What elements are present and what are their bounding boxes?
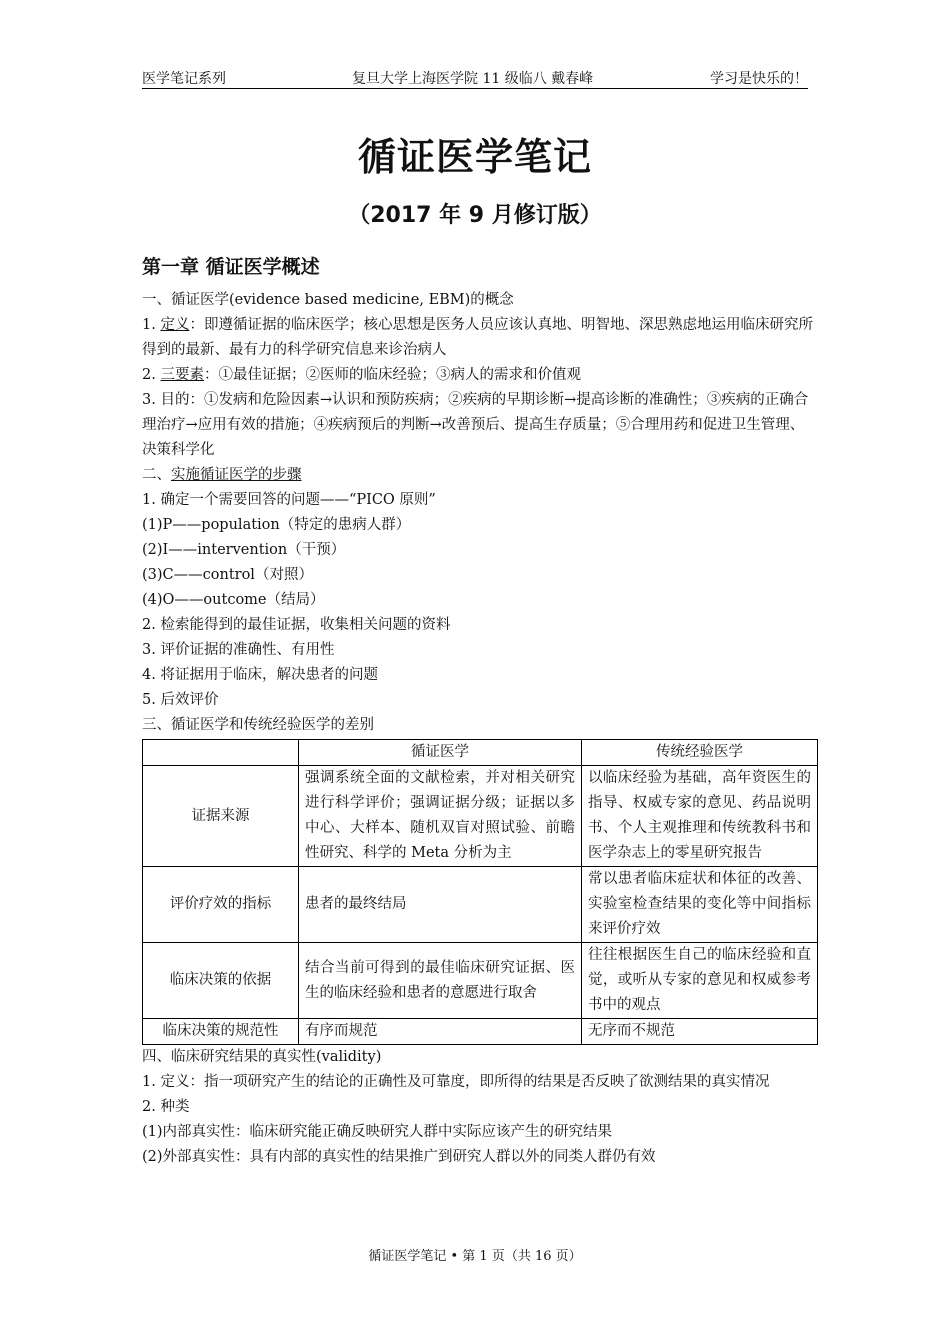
table-cell: 以临床经验为基础，高年资医生的指导、权威专家的意见、药品说明书、个人主观推理和传统教科书和医学杂志上的零星研究报告 bbox=[582, 766, 818, 867]
page-header bbox=[142, 66, 808, 89]
table-row bbox=[143, 1019, 818, 1045]
elements-paragraph: 2. 三要素：①最佳证据；②医师的临床经验；③病人的需求和价值观 bbox=[142, 367, 581, 383]
table-row bbox=[143, 766, 818, 867]
section4-heading: 四、临床研究结果的真实性(validity) bbox=[142, 1049, 382, 1065]
document-title: 循证医学笔记 bbox=[357, 135, 592, 179]
list-item: 4. 将证据用于临床，解决患者的问题 bbox=[142, 667, 378, 683]
elements-label: 三要素 bbox=[160, 367, 204, 383]
page-footer: 循证医学笔记 • 第 1 页（共 16 页） bbox=[368, 1249, 582, 1264]
table-header-row bbox=[143, 740, 818, 766]
list-item: (3)C——control（对照） bbox=[142, 567, 313, 583]
section2-heading: 二、实施循证医学的步骤 bbox=[142, 467, 302, 483]
table-cell: 结合当前可得到的最佳临床研究证据、医生的临床经验和患者的意愿进行取舍 bbox=[299, 943, 582, 1019]
header-motto: 学习是快乐的！ bbox=[710, 71, 808, 87]
list-item: 2. 检索能得到的最佳证据，收集相关问题的资料 bbox=[142, 617, 451, 633]
list-item: 3. 评价证据的准确性、有用性 bbox=[142, 642, 335, 658]
list-item: (1)P——population（特定的患病人群） bbox=[142, 517, 411, 533]
list-item: (4)O——outcome（结局） bbox=[142, 592, 325, 608]
definition-label: 定义 bbox=[160, 317, 190, 333]
list-item: 1. 确定一个需要回答的问题——“PICO 原则” bbox=[142, 492, 436, 508]
table-cell: 患者的最终结局 bbox=[299, 867, 582, 943]
table-cell: 强调系统全面的文献检索，并对相关研究进行科学评价；强调证据分级；证据以多中心、大样本、随机双盲对照试验、前瞻性研究、科学的 Meta 分析为主 bbox=[299, 766, 582, 867]
table-cell: 评价疗效的指标 bbox=[143, 867, 299, 943]
document-body bbox=[142, 288, 818, 1170]
table-header-cell: 循证医学 bbox=[299, 740, 582, 766]
table-cell: 临床决策的规范性 bbox=[143, 1019, 299, 1045]
section3-heading: 三、循证医学和传统经验医学的差别 bbox=[142, 717, 374, 733]
table-cell: 常以患者临床症状和体征的改善、实验室检查结果的变化等中间指标来评价疗效 bbox=[582, 867, 818, 943]
header-author: 复旦大学上海医学院 11 级临八 戴春峰 bbox=[352, 71, 594, 87]
list-item: (2)I——intervention（干预） bbox=[142, 542, 346, 558]
list-item: 1. 定义：指一项研究产生的结论的正确性及可靠度，即所得的结果是否反映了欲测结果的真实情况 bbox=[142, 1074, 770, 1090]
purpose-paragraph: 3. 目的：①发病和危险因素→认识和预防疾病；②疾病的早期诊断→提高诊断的准确性；③疾病的正确合理治疗→应用有效的措施；④疾病预后的判断→改善预后、提高生存质量；⑤合理用药和促进卫生管理、决策科学化 bbox=[142, 392, 809, 458]
table-row bbox=[143, 943, 818, 1019]
header-series: 医学笔记系列 bbox=[142, 71, 226, 87]
table-cell: 有序而规范 bbox=[299, 1019, 582, 1045]
definition-paragraph: 1. 定义：即遵循证据的临床医学；核心思想是医务人员应该认真地、明智地、深思熟虑地运用临床研究所得到的最新、最有力的科学研究信息来诊治病人 bbox=[142, 317, 813, 358]
list-item: (1)内部真实性：临床研究能正确反映研究人群中实际应该产生的研究结果 bbox=[142, 1124, 613, 1140]
table-cell: 往往根据医生自己的临床经验和直觉，或听从专家的意见和权威参考书中的观点 bbox=[582, 943, 818, 1019]
table-cell: 无序而不规范 bbox=[582, 1019, 818, 1045]
document-subtitle: （2017 年 9 月修订版） bbox=[348, 203, 602, 228]
chapter-heading: 第一章 循证医学概述 bbox=[142, 256, 320, 278]
comparison-table bbox=[142, 739, 818, 1045]
section1-heading: 一、循证医学(evidence based medicine, EBM)的概念 bbox=[142, 292, 514, 308]
list-item: 2. 种类 bbox=[142, 1099, 190, 1115]
table-header-cell bbox=[143, 740, 299, 766]
table-cell: 临床决策的依据 bbox=[143, 943, 299, 1019]
list-item: 5. 后效评价 bbox=[142, 692, 219, 708]
table-cell: 证据来源 bbox=[143, 766, 299, 867]
table-row bbox=[143, 867, 818, 943]
table-header-cell: 传统经验医学 bbox=[582, 740, 818, 766]
list-item: (2)外部真实性：具有内部的真实性的结果推广到研究人群以外的同类人群仍有效 bbox=[142, 1149, 656, 1165]
